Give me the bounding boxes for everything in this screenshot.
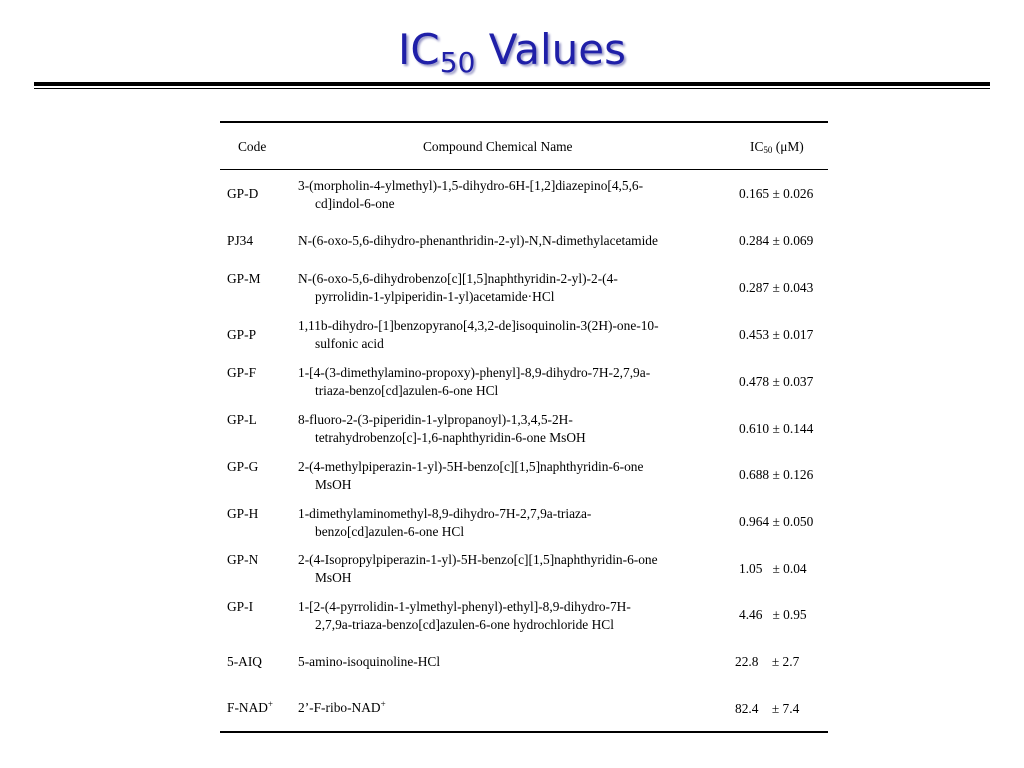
row-compound-name xyxy=(298,598,726,634)
row-compound-name xyxy=(298,364,726,400)
row-compound-name xyxy=(298,458,726,494)
row-code: 5-AIQ xyxy=(227,654,262,669)
name-line-1: 2’-F-ribo-NAD xyxy=(298,700,381,715)
row-code: GP-M xyxy=(227,271,261,286)
name-line-1: 1-[2-(4-pyrrolidin-1-ylmethyl-phenyl)-ethyl]-8,9-dihydro-7H- xyxy=(298,599,631,614)
name-line-1: 1-[4-(3-dimethylamino-propoxy)-phenyl]-8,9-dihydro-7H-2,7,9a- xyxy=(298,365,651,380)
name-line-1: 5-amino-isoquinoline-HCl xyxy=(298,654,441,669)
name-superscript: + xyxy=(380,699,386,709)
name-line-2: pyrrolidin-1-ylpiperidin-1-yl)acetamide·HCl xyxy=(315,289,555,304)
row-code: GP-F xyxy=(227,365,257,380)
header-ic50 xyxy=(750,138,804,156)
table-header-rule xyxy=(220,169,828,170)
row-code: GP-N xyxy=(227,552,259,567)
name-line-1: 1,11b-dihydro-[1]benzopyrano[4,3,2-de]isoquinolin-3(2H)-one-10- xyxy=(298,318,659,333)
row-code: GP-D xyxy=(227,186,259,201)
name-line-2: cd]indol-6-one xyxy=(315,196,395,211)
title-main: IC xyxy=(398,25,440,74)
name-line-1: 8-fluoro-2-(3-piperidin-1-ylpropanoyl)-1,3,4,5-2H- xyxy=(298,412,573,427)
table-top-rule xyxy=(220,121,828,123)
row-ic50: 0.287 ± 0.043 xyxy=(739,280,814,295)
title-rest: Values xyxy=(475,25,626,74)
row-compound-name xyxy=(298,411,726,447)
slide-title xyxy=(0,20,1024,84)
name-line-2: MsOH xyxy=(315,477,352,492)
code-superscript: + xyxy=(267,699,273,709)
row-ic50: 82.4 ± 7.4 xyxy=(735,701,800,716)
row-ic50: 4.46 ± 0.95 xyxy=(739,607,807,622)
row-code: GP-P xyxy=(227,327,257,342)
name-line-2: sulfonic acid xyxy=(315,336,384,351)
row-compound-name xyxy=(298,551,726,587)
name-line-1: N-(6-oxo-5,6-dihydrobenzo[c][1,5]naphthyridin-2-yl)-2-(4- xyxy=(298,271,618,286)
row-compound-name xyxy=(298,232,726,250)
row-ic50: 22.8 ± 2.7 xyxy=(735,654,800,669)
name-line-1: 3-(morpholin-4-ylmethyl)-1,5-dihydro-6H-[1,2]diazepino[4,5,6- xyxy=(298,178,644,193)
row-ic50: 0.453 ± 0.017 xyxy=(739,327,814,342)
header-ic-prefix: IC xyxy=(750,139,764,154)
header-ic-subscript: 50 xyxy=(763,145,773,155)
name-line-1: 2-(4-methylpiperazin-1-yl)-5H-benzo[c][1,5]naphthyridin-6-one xyxy=(298,459,644,474)
name-line-2: 2,7,9a-triaza-benzo[cd]azulen-6-one hydrochloride HCl xyxy=(315,617,614,632)
name-line-2: benzo[cd]azulen-6-one HCl xyxy=(315,524,465,539)
name-line-1: N-(6-oxo-5,6-dihydro-phenanthridin-2-yl)-N,N-dimethylacetamide xyxy=(298,233,658,248)
row-ic50: 0.964 ± 0.050 xyxy=(739,514,814,529)
title-rule xyxy=(34,82,990,86)
row-ic50: 1.05 ± 0.04 xyxy=(739,561,807,576)
name-line-1: 2-(4-Isopropylpiperazin-1-yl)-5H-benzo[c][1,5]naphthyridin-6-one xyxy=(298,552,658,567)
header-compound-name: Compound Chemical Name xyxy=(423,139,573,154)
row-code: GP-L xyxy=(227,412,257,427)
row-code: PJ34 xyxy=(227,233,254,248)
title-rule-thin xyxy=(34,88,990,89)
row-code: GP-I xyxy=(227,599,254,614)
header-ic-unit: (μM) xyxy=(772,139,804,154)
code-text: F-NAD xyxy=(227,700,268,715)
title-subscript: 50 xyxy=(439,46,476,79)
name-line-2: tetrahydrobenzo[c]-1,6-naphthyridin-6-one MsOH xyxy=(315,430,586,445)
row-ic50: 0.478 ± 0.037 xyxy=(739,374,814,389)
row-ic50: 0.688 ± 0.126 xyxy=(739,467,814,482)
row-compound-name xyxy=(298,177,726,213)
row-compound-name xyxy=(298,270,726,306)
row-code: GP-G xyxy=(227,459,259,474)
name-line-2: MsOH xyxy=(315,570,352,585)
row-code xyxy=(227,699,273,717)
table-bottom-rule xyxy=(220,731,828,733)
name-line-1: 1-dimethylaminomethyl-8,9-dihydro-7H-2,7,9a-triaza- xyxy=(298,506,592,521)
row-ic50: 0.284 ± 0.069 xyxy=(739,233,814,248)
name-line-2: triaza-benzo[cd]azulen-6-one HCl xyxy=(315,383,499,398)
row-ic50: 0.610 ± 0.144 xyxy=(739,421,814,436)
row-ic50: 0.165 ± 0.026 xyxy=(739,186,814,201)
row-compound-name xyxy=(298,653,726,671)
row-compound-name xyxy=(298,699,726,717)
row-compound-name xyxy=(298,317,726,353)
header-code: Code xyxy=(238,139,267,154)
row-compound-name xyxy=(298,505,726,541)
row-code: GP-H xyxy=(227,506,259,521)
